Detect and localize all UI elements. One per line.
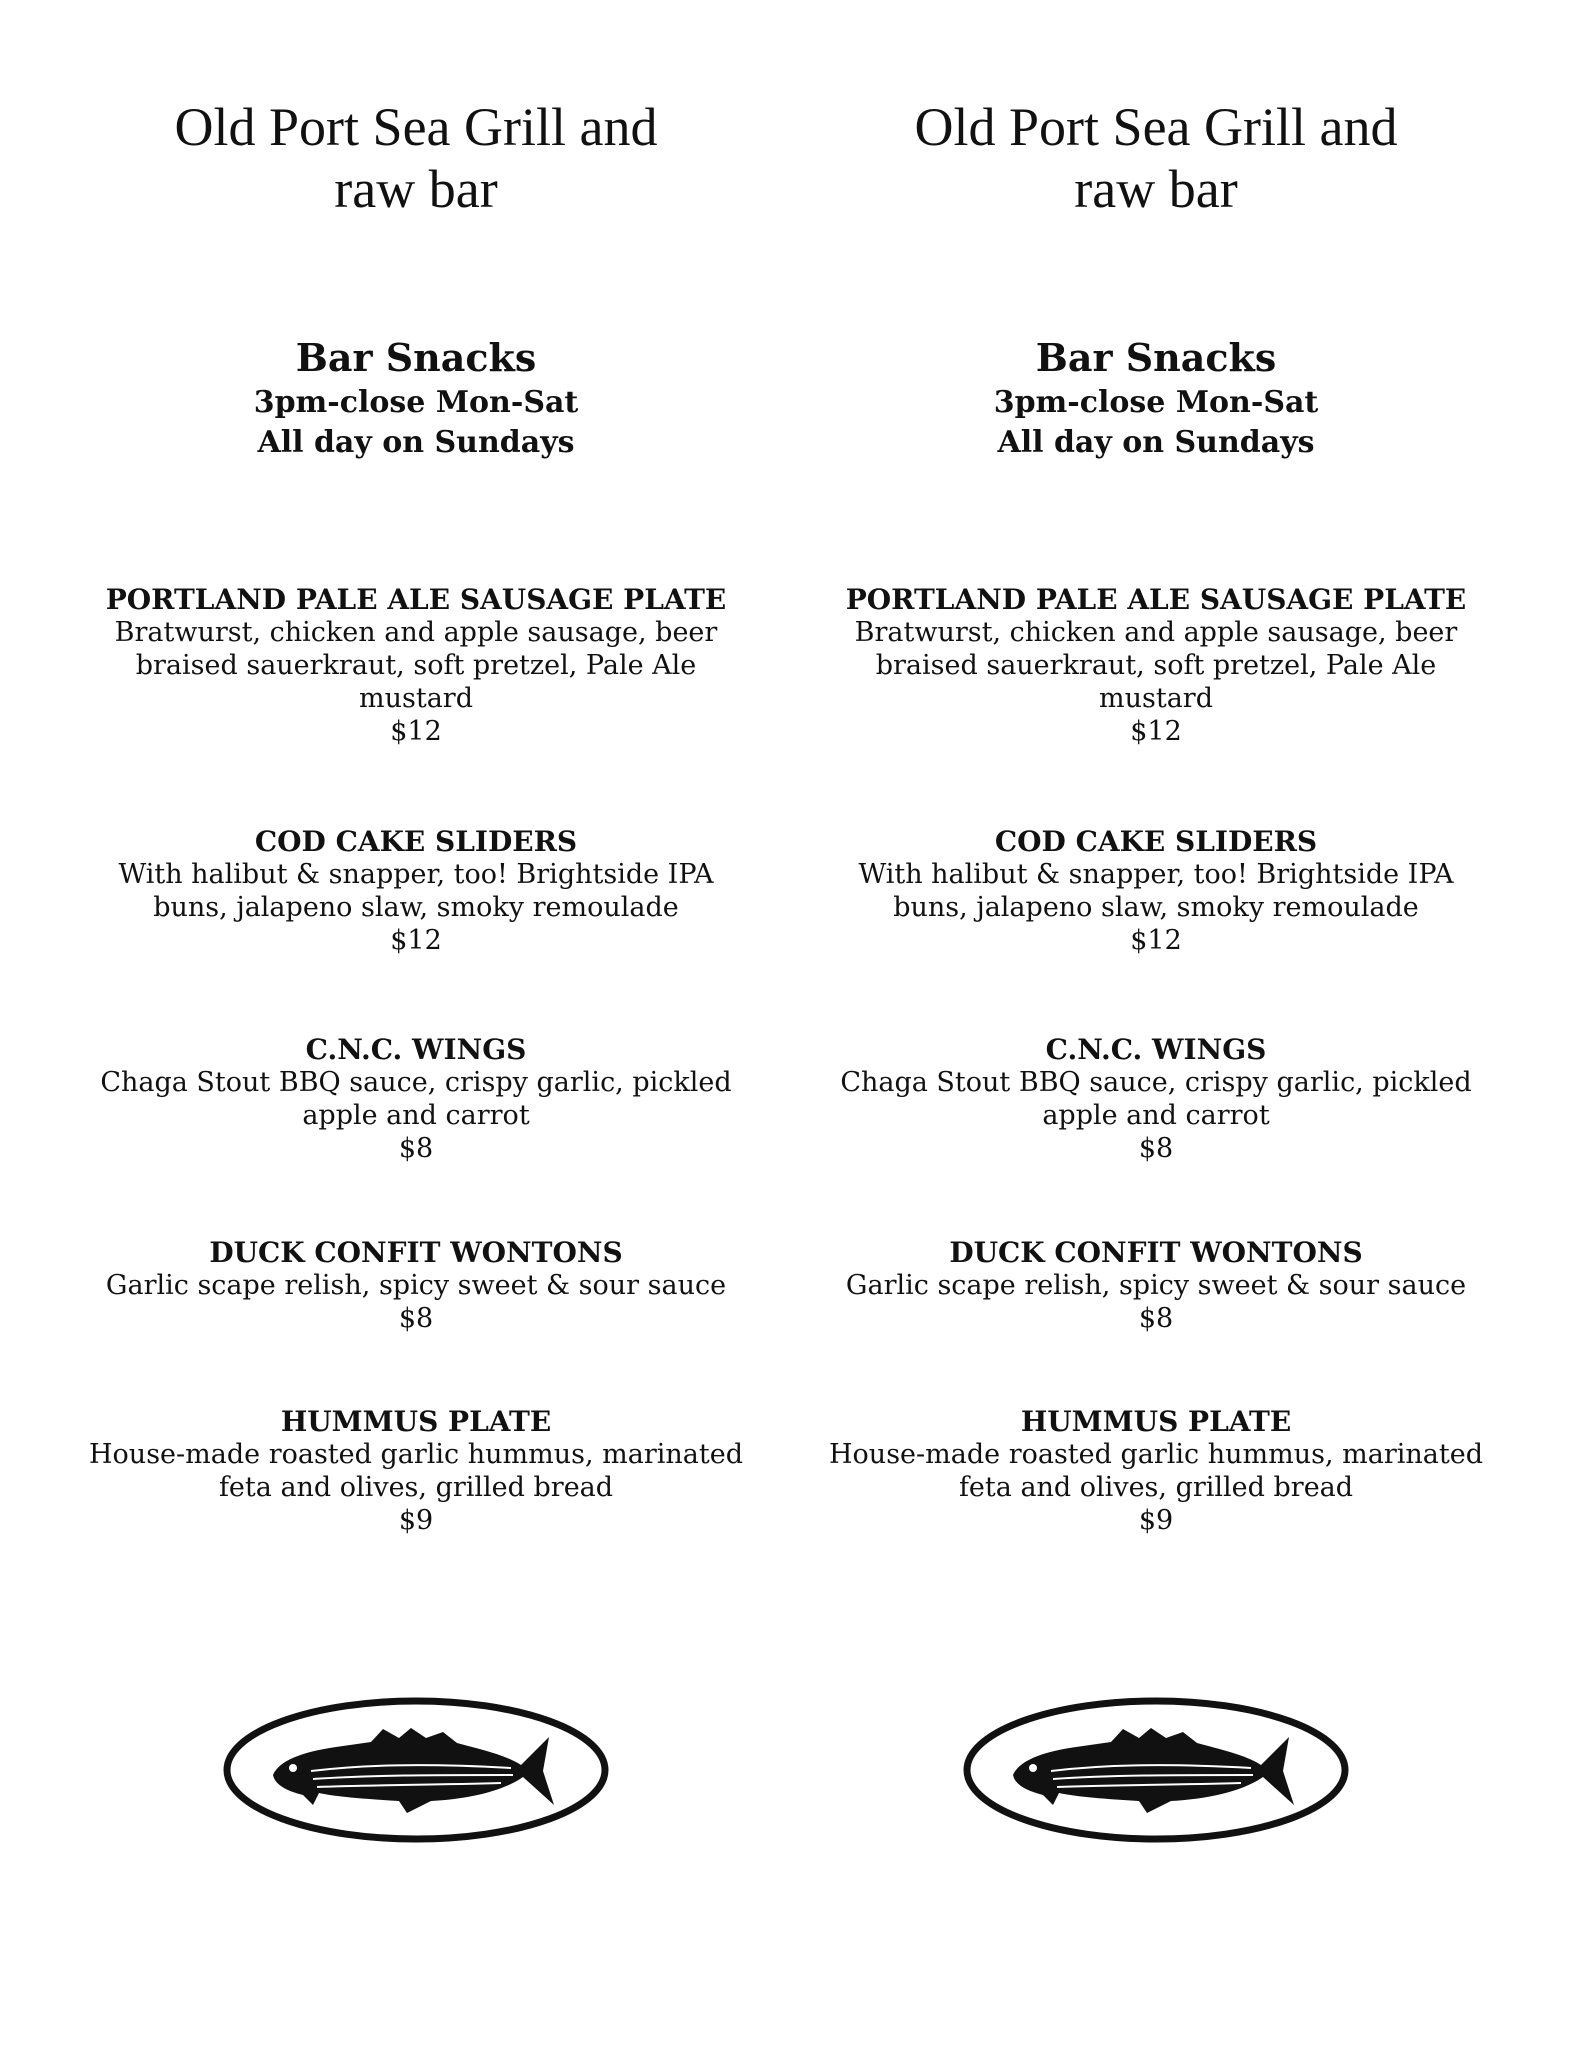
fish-oval-logo-icon (961, 1695, 1351, 1845)
menu-column-right (806, 0, 1506, 2048)
restaurant-title (806, 96, 1506, 220)
restaurant-title (66, 96, 766, 220)
menu-item-cnc-wings (66, 1033, 766, 1165)
menu-item-name: C.N.C. WINGS (305, 1033, 527, 1066)
hours-line1: 3pm-close Mon-Sat (253, 385, 579, 420)
restaurant-title-line2: raw bar (1074, 159, 1238, 219)
menu-item-price: $12 (1130, 925, 1182, 956)
menu-item-sausage-plate (806, 583, 1506, 748)
menu-item-description: With halibut & snapper, too! Brightside IPA buns, jalapeno slaw, smoky remoulade (118, 859, 714, 923)
restaurant-title-line1: Old Port Sea Grill and (914, 97, 1398, 157)
fish-oval-logo-icon (221, 1695, 611, 1845)
menu-item-description: Bratwurst, chicken and apple sausage, beer braised sauerkraut, soft pretzel, Pale Ale mustard (114, 617, 718, 714)
menu-item-description: Chaga Stout BBQ sauce, crispy garlic, pickled apple and carrot (100, 1067, 732, 1131)
menu-item-price: $12 (390, 925, 442, 956)
section-title: Bar Snacks (1035, 335, 1277, 380)
menu-item-name: COD CAKE SLIDERS (994, 825, 1318, 858)
menu-item-hummus-plate (66, 1405, 766, 1537)
menu-item-price: $9 (1138, 1505, 1174, 1536)
menu-item-hummus-plate (806, 1405, 1506, 1537)
hours-line1: 3pm-close Mon-Sat (993, 385, 1319, 420)
section-title: Bar Snacks (295, 335, 537, 380)
menu-item-name: COD CAKE SLIDERS (254, 825, 578, 858)
menu-item-sausage-plate (66, 583, 766, 748)
menu-item-description: House-made roasted garlic hummus, marinated feta and olives, grilled bread (89, 1439, 743, 1503)
menu-item-description: Bratwurst, chicken and apple sausage, beer braised sauerkraut, soft pretzel, Pale Ale mustard (854, 617, 1458, 714)
menu-item-price: $8 (1138, 1303, 1174, 1334)
menu-item-cnc-wings (806, 1033, 1506, 1165)
menu-item-description: House-made roasted garlic hummus, marinated feta and olives, grilled bread (829, 1439, 1483, 1503)
section-header (806, 333, 1506, 463)
section-header (66, 333, 766, 463)
menu-item-cod-cake-sliders (806, 825, 1506, 957)
menu-item-price: $12 (1130, 716, 1182, 747)
menu-item-name: DUCK CONFIT WONTONS (209, 1236, 623, 1269)
menu-item-duck-confit-wontons (806, 1236, 1506, 1335)
menu-column-left (66, 0, 766, 2048)
menu-item-price: $12 (390, 716, 442, 747)
menu-item-name: PORTLAND PALE ALE SAUSAGE PLATE (845, 583, 1467, 616)
menu-item-price: $8 (398, 1133, 434, 1164)
menu-item-description: Garlic scape relish, spicy sweet & sour sauce (845, 1270, 1467, 1301)
menu-item-name: HUMMUS PLATE (280, 1405, 552, 1438)
menu-item-duck-confit-wontons (66, 1236, 766, 1335)
hours-line2: All day on Sundays (257, 425, 575, 460)
menu-item-cod-cake-sliders (66, 825, 766, 957)
menu-item-price: $8 (1138, 1133, 1174, 1164)
menu-item-price: $8 (398, 1303, 434, 1334)
menu-item-name: PORTLAND PALE ALE SAUSAGE PLATE (105, 583, 727, 616)
restaurant-title-line1: Old Port Sea Grill and (174, 97, 658, 157)
hours-line2: All day on Sundays (997, 425, 1315, 460)
menu-item-description: Garlic scape relish, spicy sweet & sour sauce (105, 1270, 727, 1301)
menu-item-description: Chaga Stout BBQ sauce, crispy garlic, pickled apple and carrot (840, 1067, 1472, 1131)
menu-item-description: With halibut & snapper, too! Brightside IPA buns, jalapeno slaw, smoky remoulade (858, 859, 1454, 923)
restaurant-title-line2: raw bar (334, 159, 498, 219)
menu-item-name: HUMMUS PLATE (1020, 1405, 1292, 1438)
menu-item-price: $9 (398, 1505, 434, 1536)
menu-item-name: C.N.C. WINGS (1045, 1033, 1267, 1066)
menu-item-name: DUCK CONFIT WONTONS (949, 1236, 1363, 1269)
